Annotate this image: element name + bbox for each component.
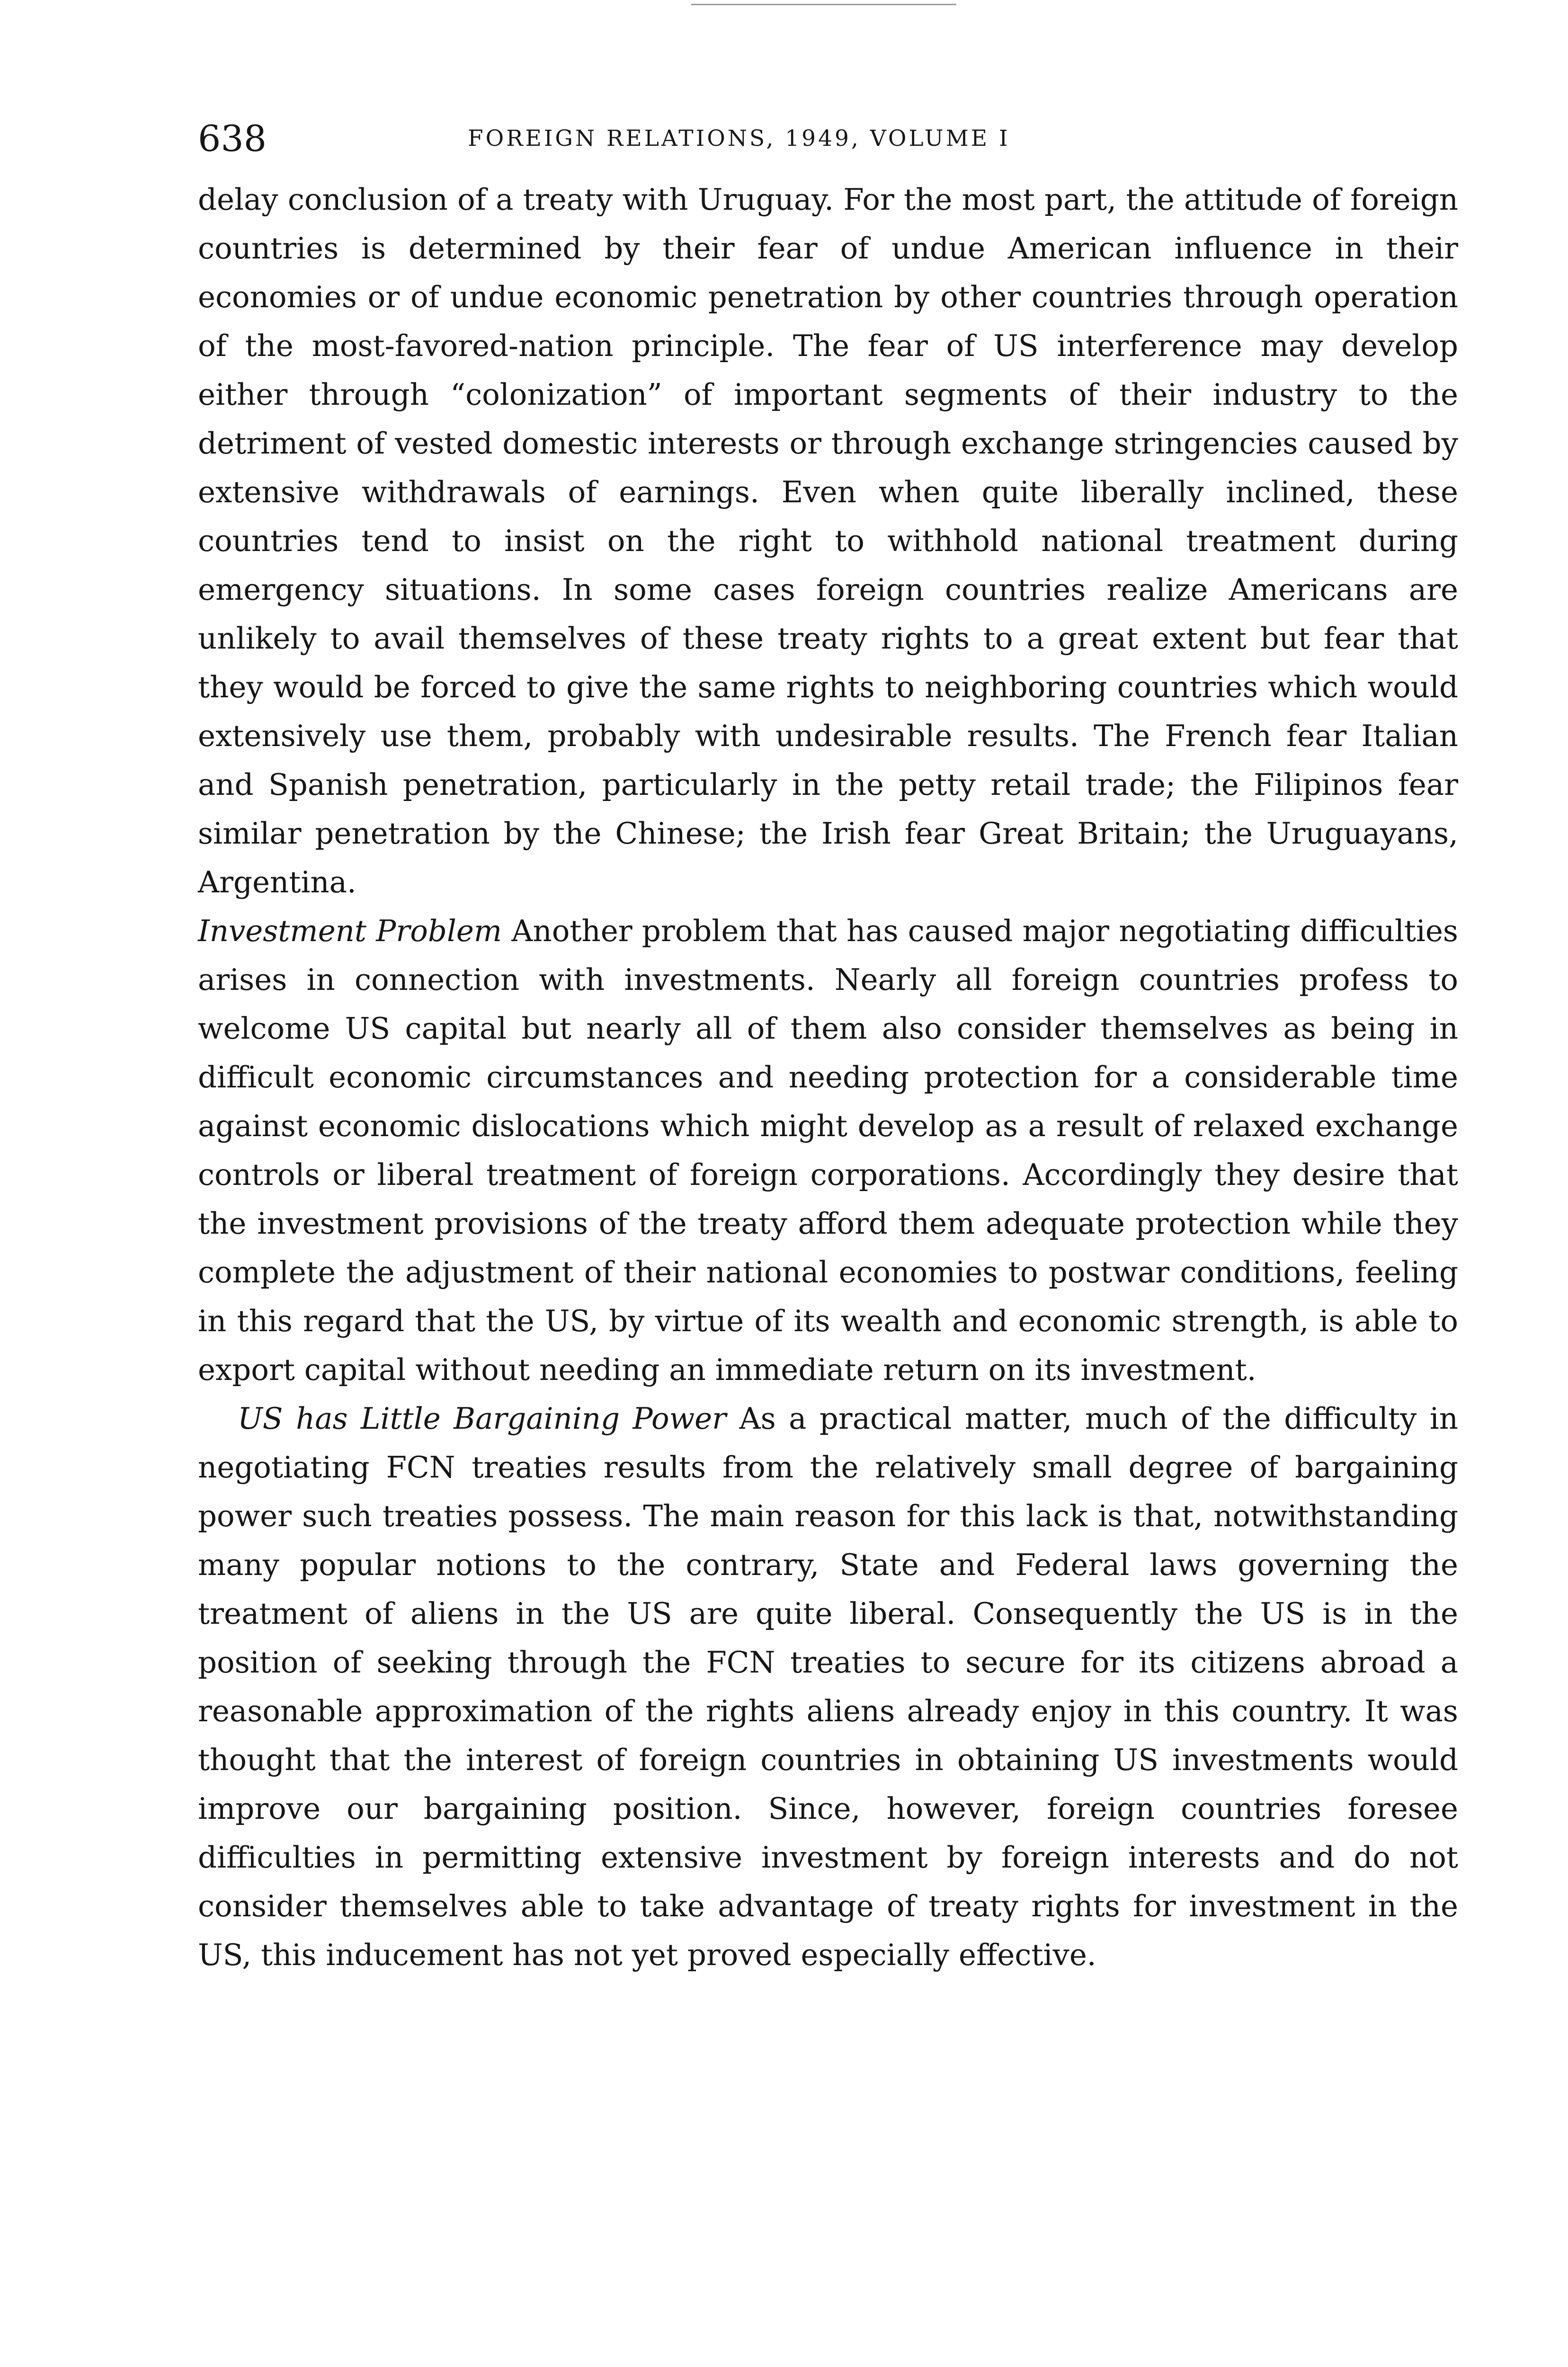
paragraph-continued <box>198 175 1458 907</box>
running-title: FOREIGN RELATIONS, 1949, VOLUME I <box>468 125 1010 151</box>
paragraph-bargaining-power <box>198 1394 1458 1979</box>
scan-edge-rule <box>691 4 956 5</box>
document-page <box>198 113 1458 1979</box>
paragraph-text: Another problem that has caused major negotiating difficulties arises in connection with investments. Nearly all foreign countries profess to welcome US capital but nearly all of them also consider themselves as being in difficult economic circumstances and needing protection for a considerable time against economic dislocations which might develop as a result of relaxed exchange controls or liberal treatment of foreign corporations. Accordingly they desire that the investment provisions of the treaty afford them adequate protection while they complete the adjustment of their national economies to postwar conditions, feeling in this regard that the US, by virtue of its wealth and economic strength, is able to export capital without needing an immediate return on its investment. <box>198 914 1458 1387</box>
paragraph-investment-problem <box>198 907 1458 1394</box>
page-number: 638 <box>198 117 267 160</box>
paragraph-text: delay conclusion of a treaty with Uruguay. For the most part, the attitude of foreign countries is determined by their fear of undue American influence in their economies or of undue economic penetration by other countries through operation of the most-favored-nation principle. The fear of US interference may develop either through “colonization” of important segments of their industry to the detriment of vested domestic interests or through exchange stringencies caused by extensive withdrawals of earnings. Even when quite liberally inclined, these countries tend to insist on the right to withhold national treatment during emergency situations. In some cases foreign countries realize Americans are unlikely to avail themselves of these treaty rights to a great extent but fear that they would be forced to give the same rights to neighboring countries which would extensively use them, probably with undesirable results. The French fear Italian and Spanish penetration, particularly in the petty retail trade; the Filipinos fear similar penetration by the Chinese; the Irish fear Great Britain; the Uruguayans, Argentina. <box>198 182 1458 899</box>
paragraph-text: As a practical matter, much of the difficulty in negotiating FCN treaties results from the relatively small degree of bargaining power such treaties possess. The main reason for this lack is that, notwithstanding many popular notions to the contrary, State and Federal laws governing the treatment of aliens in the US are quite liberal. Consequently the US is in the position of seeking through the FCN treaties to secure for its citizens abroad a reasonable approximation of the rights aliens already enjoy in this country. It was thought that the interest of foreign countries in obtaining US investments would improve our bargaining position. Since, however, foreign countries foresee difficulties in permitting extensive investment by foreign interests and do not consider themselves able to take advantage of treaty rights for investment in the US, this inducement has not yet proved especially effective. <box>198 1401 1458 1972</box>
section-heading-investment-problem: Investment Problem <box>198 914 502 948</box>
running-header <box>198 113 1458 165</box>
body-text <box>198 175 1458 1979</box>
section-heading-bargaining-power: US has Little Bargaining Power <box>238 1401 726 1436</box>
